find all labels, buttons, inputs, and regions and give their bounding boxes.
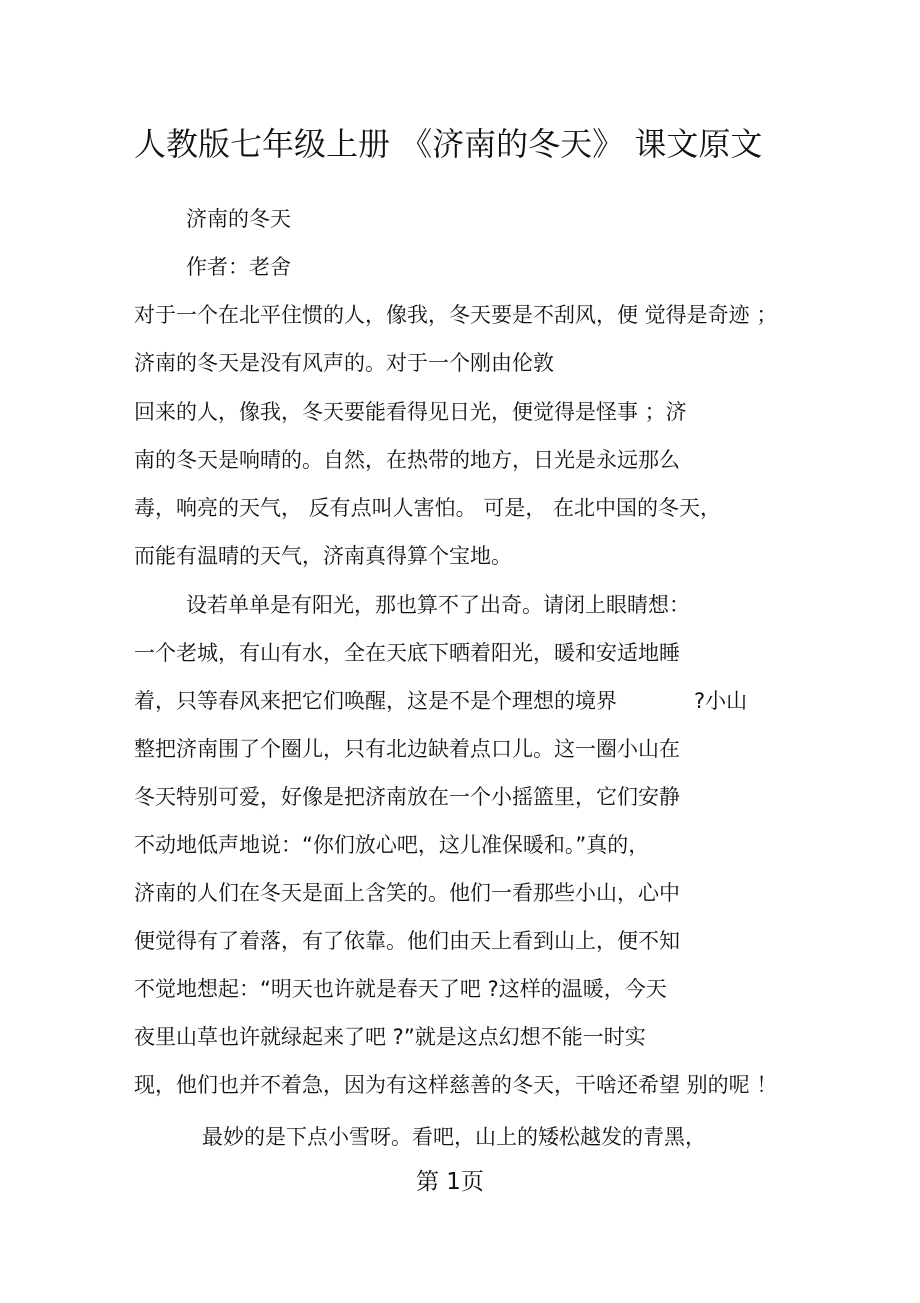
text-line: 整把济南围了个圈儿，只有北边缺着点口儿。这一圈小山在 [134, 737, 680, 761]
text-line: 不动地低声地说：“你们放心吧，这儿准保暖和。”真的， [134, 833, 650, 857]
text-line-fragment: ?小山 [694, 689, 748, 713]
text-line: 设若单单是有阳光，那也算不了出奇。请闭上眼睛想： [186, 593, 690, 617]
text-line: 而能有温晴的天气，济南真得算个宝地。 [134, 544, 512, 568]
text-line: 一个老城，有山有水，全在天底下晒着阳光，暖和安适地睡 [134, 641, 680, 665]
text-line: 着，只等春风来把它们唤醒，这是不是个理想的境界 [134, 689, 617, 713]
text-line: 济南的人们在冬天是面上含笑的。他们一看那些小山，心中 [134, 881, 680, 905]
text-line: 对于一个在北平住惯的人，像我，冬天要是不刮风，便 觉得是奇迹 ； [134, 303, 778, 327]
author-line: 作者：老舍 [186, 255, 291, 279]
page-title: 人教版七年级上册 《济南的冬天》 课文原文 [134, 125, 763, 163]
article-subtitle: 济南的冬天 [186, 207, 291, 231]
text-line: 冬天特别可爱，好像是把济南放在一个小摇篮里，它们安静 [134, 785, 680, 809]
text-line: 毒，响亮的天气， 反有点叫人害怕。 可是， 在北中国的冬天， [134, 496, 722, 520]
text-line: 最妙的是下点小雪呀。看吧，山上的矮松越发的青黑， [202, 1125, 706, 1149]
text-line: 现，他们也并不着急，因为有这样慈善的冬天，干啥还希望 别的呢 ！ [134, 1073, 778, 1097]
text-line: 南的冬天是响晴的。自然，在热带的地方，日光是永远那么 [134, 448, 680, 472]
text-line: 便觉得有了着落，有了依靠。他们由天上看到山上，便不知 [134, 929, 680, 953]
text-line: 夜里山草也许就绿起来了吧 ?”就是这点幻想不能一时实 [134, 1025, 646, 1049]
text-line: 不觉地想起：“明天也许就是春天了吧 ?这样的温暖，今天 [134, 977, 667, 1001]
text-line: 回来的人，像我，冬天要能看得见日光，便觉得是怪事 ；济 [134, 400, 687, 424]
page-number: 第 1页 [416, 1169, 484, 1195]
text-line: 济南的冬天是没有风声的。对于一个刚由伦敦 [134, 351, 554, 375]
